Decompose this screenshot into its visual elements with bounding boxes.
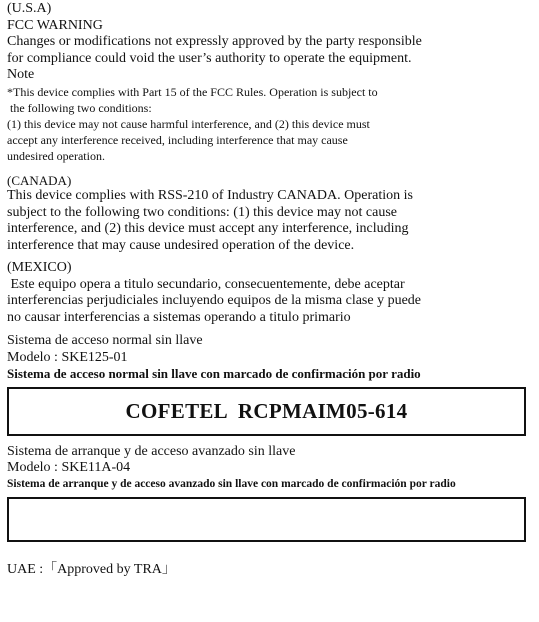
canada-line: This device complies with RSS-210 of Industry CANADA. Operation is bbox=[7, 188, 413, 203]
note-line: (1) this device may not cause harmful interference, and (2) this device must bbox=[7, 116, 370, 131]
mexico-line: Este equipo opera a titulo secundario, consecuentemente, debe aceptar bbox=[7, 276, 405, 292]
system-2-section bbox=[7, 444, 533, 542]
canada-section bbox=[7, 173, 533, 255]
system-1-name: Sistema de acceso normal sin llave bbox=[7, 333, 203, 348]
mexico-line: no causar interferencias a sistemas operando a titulo primario bbox=[7, 309, 351, 325]
usa-body-line: Changes or modifications not expressly approved by the party responsible bbox=[7, 34, 422, 49]
fcc-warning-title: FCC WARNING bbox=[7, 17, 103, 33]
certification-box-2 bbox=[7, 497, 526, 542]
usa-body-line: for compliance could void the user’s authority to operate the equipment. bbox=[7, 50, 412, 66]
system-2-name: Sistema de arranque y de acceso avanzado sin llave bbox=[7, 443, 296, 459]
uae-approval: UAE :「Approved by TRA」 bbox=[7, 561, 176, 577]
mexico-section bbox=[7, 260, 533, 326]
usa-section bbox=[7, 1, 533, 164]
note-line: undesired operation. bbox=[7, 148, 105, 163]
note-label: Note bbox=[7, 67, 35, 82]
cofetel-code: COFETEL RCPMAIM05-614 bbox=[125, 398, 408, 423]
system-1-section bbox=[7, 333, 533, 436]
note-line: the following two conditions: bbox=[7, 100, 152, 115]
mexico-heading: (MEXICO) bbox=[7, 260, 72, 275]
note-line: *This device complies with Part 15 of the FCC Rules. Operation is subject to bbox=[7, 84, 378, 99]
note-line: accept any interference received, including interference that may cause bbox=[7, 132, 348, 147]
canada-line: interference, and (2) this device must accept any interference, including bbox=[7, 221, 409, 236]
mexico-line: interferencias perjudiciales incluyendo equipos de la misma clase y puede bbox=[7, 293, 422, 308]
document-page bbox=[7, 0, 533, 578]
uae-section bbox=[7, 562, 533, 579]
certification-box-1 bbox=[7, 387, 526, 436]
system-1-model: Modelo : SKE125-01 bbox=[7, 349, 128, 365]
canada-line: subject to the following two conditions: (1) this device may not cause bbox=[7, 204, 397, 220]
usa-heading: (U.S.A) bbox=[7, 1, 52, 16]
canada-heading: (CANADA) bbox=[7, 172, 72, 188]
system-2-bold-title: Sistema de arranque y de acceso avanzado sin llave con marcado de confirmación por radio bbox=[7, 477, 456, 490]
system-2-model: Modelo : SKE11A-04 bbox=[7, 460, 131, 475]
canada-line: interference that may cause undesired operation of the device. bbox=[7, 237, 355, 253]
system-1-bold-title: Sistema de acceso normal sin llave con marcado de confirmación por radio bbox=[7, 366, 421, 381]
